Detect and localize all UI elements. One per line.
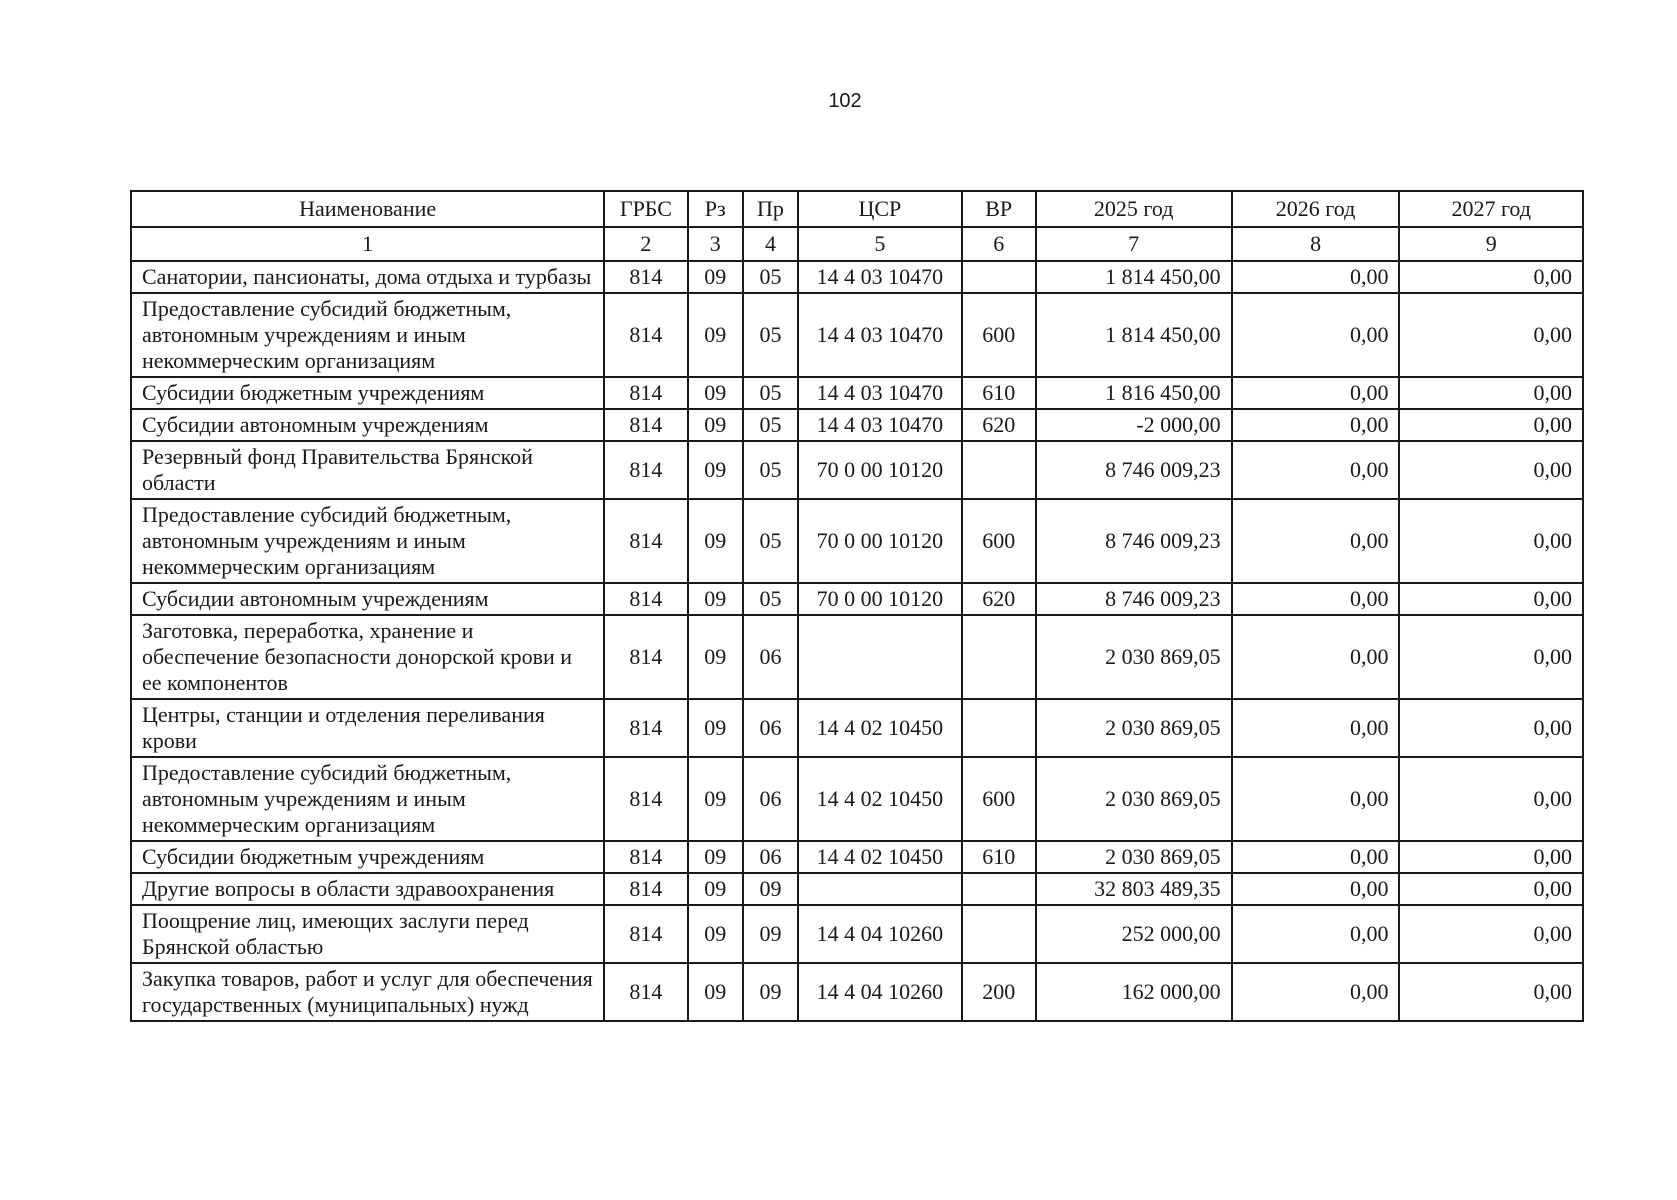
row-2026: 0,00 xyxy=(1232,583,1400,615)
header-2026: 2026 год xyxy=(1232,191,1400,227)
row-name: Предоставление субсидий бюджетным, автономным учреждениям и иным некоммерческим организациям xyxy=(131,499,604,583)
row-grbs: 814 xyxy=(604,293,687,377)
row-vr: 610 xyxy=(962,377,1036,409)
row-vr xyxy=(962,441,1036,499)
page-number: 102 xyxy=(828,90,862,112)
row-2025: 2 030 869,05 xyxy=(1036,841,1232,873)
row-csr: 70 0 00 10120 xyxy=(798,499,962,583)
row-grbs: 814 xyxy=(604,499,687,583)
row-name: Резервный фонд Правительства Брянской области xyxy=(131,441,604,499)
table-body xyxy=(131,261,1583,1021)
row-2026: 0,00 xyxy=(1232,377,1400,409)
row-name: Поощрение лиц, имеющих заслуги перед Брянской областью xyxy=(131,905,604,963)
row-vr: 600 xyxy=(962,293,1036,377)
row-grbs: 814 xyxy=(604,583,687,615)
row-pr: 09 xyxy=(743,905,798,963)
row-2027: 0,00 xyxy=(1399,409,1583,441)
row-rz: 09 xyxy=(688,377,743,409)
row-grbs: 814 xyxy=(604,757,687,841)
row-csr xyxy=(798,873,962,905)
row-rz: 09 xyxy=(688,757,743,841)
table-row xyxy=(131,841,1583,873)
row-2025: 252 000,00 xyxy=(1036,905,1232,963)
row-csr: 70 0 00 10120 xyxy=(798,583,962,615)
row-grbs: 814 xyxy=(604,873,687,905)
row-vr xyxy=(962,905,1036,963)
column-number-row xyxy=(131,227,1583,261)
table-row xyxy=(131,293,1583,377)
row-rz: 09 xyxy=(688,873,743,905)
row-2026: 0,00 xyxy=(1232,873,1400,905)
row-2026: 0,00 xyxy=(1232,499,1400,583)
row-name: Предоставление субсидий бюджетным, автономным учреждениям и иным некоммерческим организациям xyxy=(131,293,604,377)
row-name: Субсидии бюджетным учреждениям xyxy=(131,841,604,873)
row-2027: 0,00 xyxy=(1399,699,1583,757)
row-vr xyxy=(962,261,1036,293)
table-row xyxy=(131,757,1583,841)
row-vr xyxy=(962,873,1036,905)
row-2025: -2 000,00 xyxy=(1036,409,1232,441)
header-2025: 2025 год xyxy=(1036,191,1232,227)
row-rz: 09 xyxy=(688,499,743,583)
table-row xyxy=(131,441,1583,499)
column-number: 4 xyxy=(743,227,798,261)
row-csr: 14 4 03 10470 xyxy=(798,293,962,377)
table-row xyxy=(131,905,1583,963)
row-grbs: 814 xyxy=(604,377,687,409)
row-2026: 0,00 xyxy=(1232,409,1400,441)
row-2026: 0,00 xyxy=(1232,757,1400,841)
row-2027: 0,00 xyxy=(1399,441,1583,499)
row-pr: 09 xyxy=(743,963,798,1021)
row-grbs: 814 xyxy=(604,261,687,293)
row-name: Субсидии бюджетным учреждениям xyxy=(131,377,604,409)
row-vr xyxy=(962,615,1036,699)
row-vr: 600 xyxy=(962,757,1036,841)
row-csr xyxy=(798,615,962,699)
row-2025: 8 746 009,23 xyxy=(1036,441,1232,499)
row-name: Заготовка, переработка, хранение и обеспечение безопасности донорской крови и ее компонентов xyxy=(131,615,604,699)
row-2027: 0,00 xyxy=(1399,583,1583,615)
row-2026: 0,00 xyxy=(1232,905,1400,963)
row-rz: 09 xyxy=(688,841,743,873)
budget-table xyxy=(130,190,1584,1022)
header-vr: ВР xyxy=(962,191,1036,227)
row-pr: 05 xyxy=(743,583,798,615)
header-name: Наименование xyxy=(131,191,604,227)
column-number: 5 xyxy=(798,227,962,261)
row-csr: 14 4 03 10470 xyxy=(798,261,962,293)
row-2027: 0,00 xyxy=(1399,499,1583,583)
row-name: Другие вопросы в области здравоохранения xyxy=(131,873,604,905)
row-pr: 06 xyxy=(743,841,798,873)
row-vr: 620 xyxy=(962,409,1036,441)
row-2026: 0,00 xyxy=(1232,261,1400,293)
table-row xyxy=(131,583,1583,615)
row-grbs: 814 xyxy=(604,699,687,757)
row-csr: 14 4 03 10470 xyxy=(798,409,962,441)
row-pr: 05 xyxy=(743,377,798,409)
row-grbs: 814 xyxy=(604,841,687,873)
row-2026: 0,00 xyxy=(1232,615,1400,699)
row-2026: 0,00 xyxy=(1232,699,1400,757)
row-2025: 2 030 869,05 xyxy=(1036,699,1232,757)
row-pr: 06 xyxy=(743,699,798,757)
row-pr: 05 xyxy=(743,293,798,377)
row-2026: 0,00 xyxy=(1232,963,1400,1021)
column-number: 6 xyxy=(962,227,1036,261)
row-2025: 8 746 009,23 xyxy=(1036,499,1232,583)
row-2025: 32 803 489,35 xyxy=(1036,873,1232,905)
row-2027: 0,00 xyxy=(1399,261,1583,293)
table-row xyxy=(131,409,1583,441)
column-number: 8 xyxy=(1232,227,1400,261)
row-vr: 620 xyxy=(962,583,1036,615)
table-row xyxy=(131,873,1583,905)
row-2025: 162 000,00 xyxy=(1036,963,1232,1021)
table-row xyxy=(131,499,1583,583)
row-name: Центры, станции и отделения переливания крови xyxy=(131,699,604,757)
row-name: Санатории, пансионаты, дома отдыха и турбазы xyxy=(131,261,604,293)
row-rz: 09 xyxy=(688,293,743,377)
row-pr: 06 xyxy=(743,615,798,699)
header-csr: ЦСР xyxy=(798,191,962,227)
row-pr: 05 xyxy=(743,441,798,499)
row-csr: 14 4 02 10450 xyxy=(798,757,962,841)
row-csr: 14 4 02 10450 xyxy=(798,699,962,757)
row-2025: 1 814 450,00 xyxy=(1036,261,1232,293)
table-row xyxy=(131,377,1583,409)
row-rz: 09 xyxy=(688,583,743,615)
row-vr: 200 xyxy=(962,963,1036,1021)
row-name: Субсидии автономным учреждениям xyxy=(131,583,604,615)
row-2025: 2 030 869,05 xyxy=(1036,615,1232,699)
row-grbs: 814 xyxy=(604,409,687,441)
row-2025: 2 030 869,05 xyxy=(1036,757,1232,841)
row-rz: 09 xyxy=(688,905,743,963)
row-rz: 09 xyxy=(688,699,743,757)
row-pr: 05 xyxy=(743,499,798,583)
row-2027: 0,00 xyxy=(1399,905,1583,963)
header-pr: Пр xyxy=(743,191,798,227)
row-csr: 14 4 03 10470 xyxy=(798,377,962,409)
row-2025: 8 746 009,23 xyxy=(1036,583,1232,615)
row-csr: 14 4 04 10260 xyxy=(798,963,962,1021)
row-2027: 0,00 xyxy=(1399,841,1583,873)
row-rz: 09 xyxy=(688,261,743,293)
row-2027: 0,00 xyxy=(1399,377,1583,409)
row-2026: 0,00 xyxy=(1232,441,1400,499)
row-vr: 610 xyxy=(962,841,1036,873)
row-2025: 1 816 450,00 xyxy=(1036,377,1232,409)
row-2026: 0,00 xyxy=(1232,293,1400,377)
header-grbs: ГРБС xyxy=(604,191,687,227)
header-2027: 2027 год xyxy=(1399,191,1583,227)
row-vr xyxy=(962,699,1036,757)
row-2027: 0,00 xyxy=(1399,293,1583,377)
column-number: 9 xyxy=(1399,227,1583,261)
table-row xyxy=(131,261,1583,293)
table-row xyxy=(131,699,1583,757)
row-grbs: 814 xyxy=(604,963,687,1021)
row-pr: 05 xyxy=(743,409,798,441)
row-grbs: 814 xyxy=(604,905,687,963)
row-pr: 05 xyxy=(743,261,798,293)
row-rz: 09 xyxy=(688,615,743,699)
row-csr: 14 4 02 10450 xyxy=(798,841,962,873)
row-2027: 0,00 xyxy=(1399,757,1583,841)
row-rz: 09 xyxy=(688,963,743,1021)
row-csr: 14 4 04 10260 xyxy=(798,905,962,963)
row-name: Предоставление субсидий бюджетным, автономным учреждениям и иным некоммерческим организациям xyxy=(131,757,604,841)
row-pr: 06 xyxy=(743,757,798,841)
column-number: 2 xyxy=(604,227,687,261)
table-row xyxy=(131,615,1583,699)
row-csr: 70 0 00 10120 xyxy=(798,441,962,499)
table-header-row xyxy=(131,191,1583,227)
row-rz: 09 xyxy=(688,441,743,499)
header-rz: Рз xyxy=(688,191,743,227)
row-rz: 09 xyxy=(688,409,743,441)
row-name: Закупка товаров, работ и услуг для обеспечения государственных (муниципальных) нужд xyxy=(131,963,604,1021)
row-2027: 0,00 xyxy=(1399,963,1583,1021)
row-vr: 600 xyxy=(962,499,1036,583)
row-grbs: 814 xyxy=(604,441,687,499)
column-number: 1 xyxy=(131,227,604,261)
row-grbs: 814 xyxy=(604,615,687,699)
column-number: 3 xyxy=(688,227,743,261)
row-2027: 0,00 xyxy=(1399,873,1583,905)
row-pr: 09 xyxy=(743,873,798,905)
row-2025: 1 814 450,00 xyxy=(1036,293,1232,377)
row-2026: 0,00 xyxy=(1232,841,1400,873)
column-number: 7 xyxy=(1036,227,1232,261)
table-row xyxy=(131,963,1583,1021)
row-2027: 0,00 xyxy=(1399,615,1583,699)
row-name: Субсидии автономным учреждениям xyxy=(131,409,604,441)
